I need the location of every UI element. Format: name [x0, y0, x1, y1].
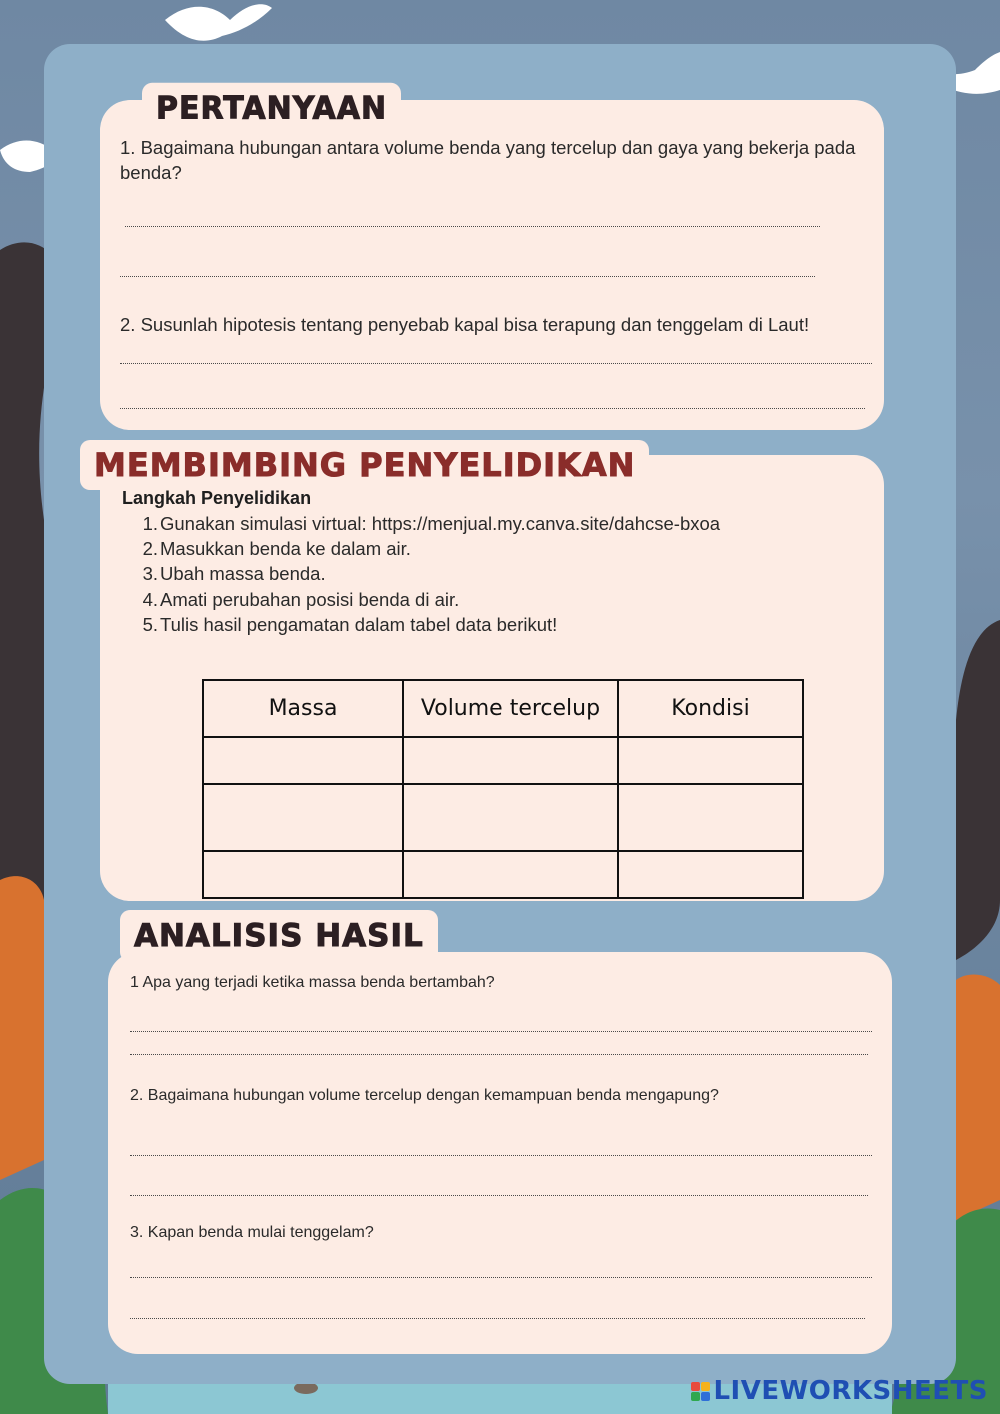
table-cell[interactable]	[203, 784, 403, 851]
observation-table	[202, 679, 804, 899]
pertanyaan-q1: 1. Bagaimana hubungan antara volume benda yang tercelup dan gaya yang bekerja pada benda?	[120, 137, 856, 183]
answer-line[interactable]	[130, 1155, 872, 1156]
step-3: 3. Ubah massa benda.	[142, 563, 326, 584]
table-header-row	[203, 680, 803, 737]
answer-line[interactable]	[130, 1318, 865, 1319]
table-cell[interactable]	[403, 851, 618, 898]
liveworksheets-watermark	[691, 1376, 988, 1406]
table-cell[interactable]	[618, 851, 803, 898]
answer-line[interactable]	[120, 408, 865, 409]
table-cell[interactable]	[403, 784, 618, 851]
answer-line[interactable]	[130, 1195, 868, 1196]
table-cell[interactable]	[618, 737, 803, 784]
table-cell[interactable]	[618, 784, 803, 851]
table-row	[203, 784, 803, 851]
step-5: 5. Tulis hasil pengamatan dalam tabel data berikut!	[142, 614, 558, 635]
step-2: 2. Masukkan benda ke dalam air.	[142, 538, 411, 559]
table-cell[interactable]	[203, 851, 403, 898]
table-header-kondisi: Kondisi	[618, 680, 803, 737]
table-cell[interactable]	[203, 737, 403, 784]
answer-line[interactable]	[120, 276, 815, 277]
step-4: 4. Amati perubahan posisi benda di air.	[142, 589, 460, 610]
liveworksheets-logo-icon	[691, 1382, 710, 1401]
analisis-q2: 2. Bagaimana hubungan volume tercelup dengan kemampuan benda mengapung?	[130, 1087, 719, 1104]
answer-line[interactable]	[120, 363, 872, 364]
analisis-q1: 1 Apa yang terjadi ketika massa benda bertambah?	[130, 974, 495, 991]
answer-line[interactable]	[125, 226, 820, 227]
answer-line[interactable]	[130, 1277, 872, 1278]
membimbing-heading: MEMBIMBING PENYELIDIKAN	[80, 440, 649, 490]
analisis-heading: ANALISIS HASIL	[120, 910, 438, 962]
table-row	[203, 851, 803, 898]
table-header-volume: Volume tercelup	[403, 680, 618, 737]
lava-left	[0, 876, 44, 1180]
smoke-cloud-right	[956, 620, 1000, 960]
lava-right	[956, 975, 1000, 1220]
pertanyaan-heading: PERTANYAAN	[142, 83, 401, 133]
watermark-text: LIVEWORKSHEETS	[713, 1376, 988, 1406]
step-1: 1. Gunakan simulasi virtual: https://menjual.my.canva.site/dahcse-bxoa	[142, 513, 721, 534]
answer-line[interactable]	[130, 1031, 872, 1032]
analisis-q3: 3. Kapan benda mulai tenggelam?	[130, 1224, 374, 1241]
table-row	[203, 737, 803, 784]
steps-title: Langkah Penyelidikan	[122, 488, 312, 508]
analisis-panel	[108, 952, 892, 1354]
dove-icon	[165, 4, 272, 41]
table-cell[interactable]	[403, 737, 618, 784]
pertanyaan-q2: 2. Susunlah hipotesis tentang penyebab kapal bisa terapung dan tenggelam di Laut!	[120, 314, 810, 335]
table-header-massa: Massa	[203, 680, 403, 737]
answer-line[interactable]	[130, 1054, 868, 1055]
